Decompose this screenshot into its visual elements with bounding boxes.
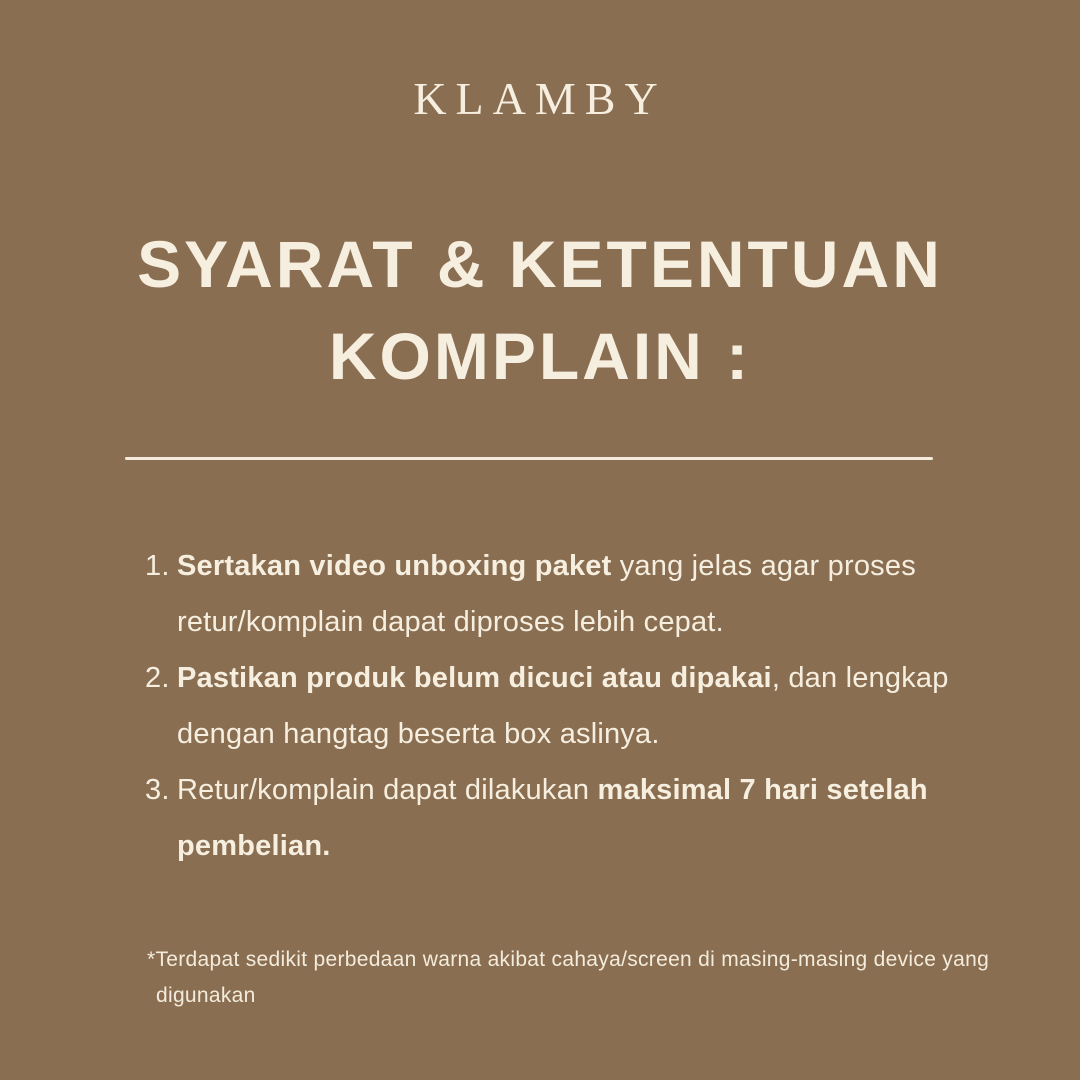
list-item [145, 650, 955, 762]
text-segment: maksimal 7 hari setelah [597, 774, 928, 806]
list-item-line [177, 762, 955, 818]
list-item-number: 3. [145, 774, 170, 806]
text-segment: Retur/komplain dapat dilakukan [177, 774, 598, 806]
list-item-line [177, 706, 955, 762]
list-item-number: 1. [145, 550, 170, 582]
list-item [145, 538, 955, 650]
list-item-line [177, 538, 955, 594]
list-item-line [177, 594, 955, 650]
list-item-text [177, 538, 955, 650]
list-item [145, 762, 955, 874]
divider-line [125, 457, 933, 460]
text-segment: Pastikan produk belum dicuci atau dipakai [177, 662, 772, 694]
text-segment: yang jelas agar proses [611, 550, 916, 582]
text-segment: pembelian. [177, 830, 331, 862]
page-title-line2: KOMPLAIN : [328, 319, 752, 393]
list-item-text [177, 762, 955, 874]
list-item-number: 2. [145, 662, 170, 694]
text-segment: retur/komplain dapat diproses lebih cepat. [177, 606, 724, 638]
terms-list [145, 538, 955, 874]
text-segment: dengan hangtag beserta box aslinya. [177, 718, 660, 750]
text-segment: Sertakan video unboxing paket [177, 550, 612, 582]
list-item-text [177, 650, 955, 762]
footnote [147, 942, 1007, 1014]
brand-logo: KLAMBY [413, 73, 667, 124]
footnote-line: *Terdapat sedikit perbedaan warna akibat cahaya/screen di masing-masing device yang [147, 948, 990, 971]
page-title-line1: SYARAT & KETENTUAN [137, 227, 943, 301]
text-segment: , dan lengkap [771, 662, 949, 694]
list-item-line [177, 818, 955, 874]
footnote-line: digunakan [156, 984, 256, 1007]
list-item-line [177, 650, 955, 706]
page-title [0, 218, 1080, 402]
